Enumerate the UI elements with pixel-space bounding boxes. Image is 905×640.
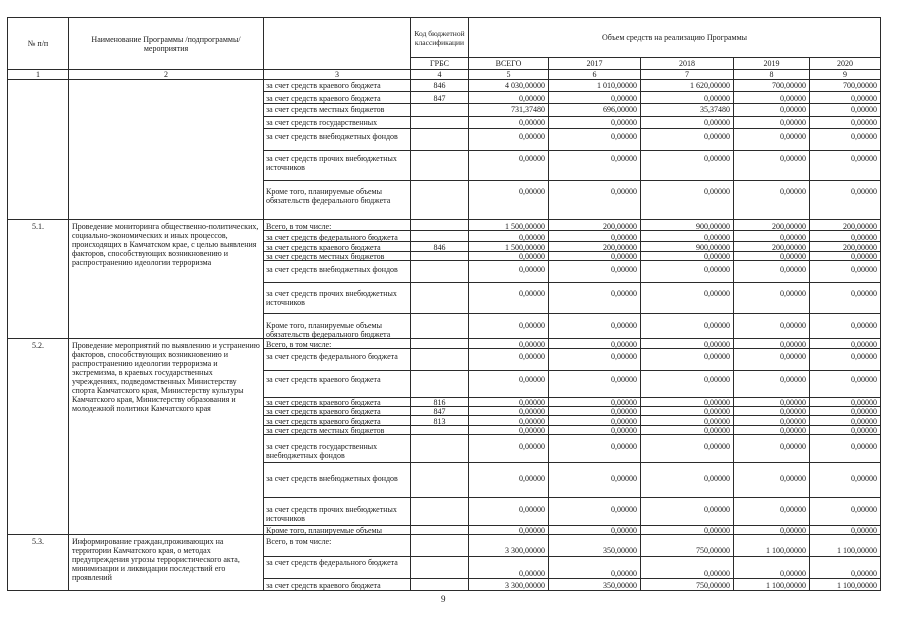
funding-source: за счет средств краевого бюджета <box>264 80 411 92</box>
amount-2020: 0,00000 <box>810 498 881 526</box>
amount-2018: 0,00000 <box>641 407 734 416</box>
amount-2018: 750,00000 <box>641 535 734 557</box>
funding-source: за счет средств местных бюджетов <box>264 252 411 261</box>
amount-2020: 0,00000 <box>810 104 881 117</box>
amount-2018: 0,00000 <box>641 371 734 398</box>
amount-2019: 0,00000 <box>734 416 810 426</box>
amount-2017: 0,00000 <box>549 498 641 526</box>
grbs-code <box>411 104 469 117</box>
amount-2018: 0,00000 <box>641 398 734 407</box>
grbs-code <box>411 579 469 591</box>
grbs-code <box>411 129 469 151</box>
grbs-code <box>411 557 469 579</box>
funding-source: Всего, в том числе: <box>264 535 411 557</box>
column-number: 1 <box>8 70 69 80</box>
amount-2020: 0,00000 <box>810 314 881 339</box>
amount-2017: 0,00000 <box>549 117 641 129</box>
amount-total: 0,00000 <box>469 498 549 526</box>
funding-source: Кроме того, планируемые объемы обязательств федерального бюджета <box>264 314 411 339</box>
amount-2018: 0,00000 <box>641 261 734 283</box>
amount-2020: 200,00000 <box>810 242 881 252</box>
amount-2018: 35,37480 <box>641 104 734 117</box>
amount-2017: 0,00000 <box>549 435 641 463</box>
header-year-2020: 2020 <box>810 58 881 70</box>
grbs-code <box>411 349 469 371</box>
grbs-code: 847 <box>411 92 469 104</box>
amount-2018: 0,00000 <box>641 463 734 498</box>
amount-total: 0,00000 <box>469 314 549 339</box>
amount-2017: 350,00000 <box>549 579 641 591</box>
amount-total: 0,00000 <box>469 416 549 426</box>
amount-2017: 200,00000 <box>549 242 641 252</box>
amount-2017: 1 010,00000 <box>549 80 641 92</box>
column-number: 5 <box>469 70 549 80</box>
header-year-2019: 2019 <box>734 58 810 70</box>
funding-source: за счет средств государственных внебюджетных фондов <box>264 435 411 463</box>
amount-2017: 0,00000 <box>549 407 641 416</box>
funding-source: Всего, в том числе: <box>264 220 411 231</box>
amount-2018: 0,00000 <box>641 252 734 261</box>
amount-2020: 0,00000 <box>810 181 881 220</box>
amount-total: 0,00000 <box>469 407 549 416</box>
funding-source: за счет средств прочих внебюджетных источников <box>264 498 411 526</box>
amount-2020: 0,00000 <box>810 283 881 314</box>
amount-2019: 200,00000 <box>734 242 810 252</box>
grbs-code <box>411 535 469 557</box>
header-number: № п/п <box>8 18 69 70</box>
amount-total: 0,00000 <box>469 92 549 104</box>
amount-total: 0,00000 <box>469 426 549 435</box>
amount-2020: 700,00000 <box>810 80 881 92</box>
funding-source: за счет средств краевого бюджета <box>264 579 411 591</box>
amount-2018: 0,00000 <box>641 92 734 104</box>
amount-2020: 0,00000 <box>810 416 881 426</box>
amount-2018: 0,00000 <box>641 435 734 463</box>
amount-2020: 0,00000 <box>810 557 881 579</box>
amount-2020: 0,00000 <box>810 92 881 104</box>
amount-2019: 1 100,00000 <box>734 535 810 557</box>
amount-total: 0,00000 <box>469 117 549 129</box>
amount-2018: 0,00000 <box>641 339 734 349</box>
amount-2019: 0,00000 <box>734 371 810 398</box>
amount-2019: 0,00000 <box>734 117 810 129</box>
amount-2019: 0,00000 <box>734 129 810 151</box>
amount-2019: 200,00000 <box>734 220 810 231</box>
header-name: Наименование Программы /подпрограммы/ мероприятия <box>69 18 264 70</box>
grbs-code <box>411 371 469 398</box>
amount-2017: 0,00000 <box>549 557 641 579</box>
amount-2020: 0,00000 <box>810 407 881 416</box>
amount-2017: 0,00000 <box>549 526 641 535</box>
amount-2018: 750,00000 <box>641 579 734 591</box>
amount-2019: 0,00000 <box>734 498 810 526</box>
amount-2019: 0,00000 <box>734 526 810 535</box>
funding-source: Кроме того, планируемые объемы обязательств федерального бюджета <box>264 181 411 220</box>
amount-2020: 0,00000 <box>810 371 881 398</box>
amount-2017: 0,00000 <box>549 339 641 349</box>
item-number <box>8 80 69 220</box>
grbs-code: 816 <box>411 398 469 407</box>
amount-2017: 0,00000 <box>549 231 641 242</box>
column-number: 4 <box>411 70 469 80</box>
amount-2019: 0,00000 <box>734 557 810 579</box>
amount-2018: 900,00000 <box>641 220 734 231</box>
funding-source: за счет средств краевого бюджета <box>264 242 411 252</box>
amount-total: 0,00000 <box>469 463 549 498</box>
amount-total: 0,00000 <box>469 283 549 314</box>
amount-2020: 0,00000 <box>810 252 881 261</box>
column-number: 6 <box>549 70 641 80</box>
amount-total: 0,00000 <box>469 151 549 181</box>
amount-2019: 0,00000 <box>734 181 810 220</box>
amount-2017: 0,00000 <box>549 261 641 283</box>
header-budget-code: Код бюджетной классификации <box>411 18 469 58</box>
funding-source: Кроме того, планируемые объемы <box>264 526 411 535</box>
grbs-code <box>411 314 469 339</box>
amount-2020: 0,00000 <box>810 129 881 151</box>
amount-2020: 0,00000 <box>810 426 881 435</box>
amount-total: 731,37480 <box>469 104 549 117</box>
header-source-blank <box>264 18 411 70</box>
amount-2018: 0,00000 <box>641 416 734 426</box>
column-number: 9 <box>810 70 881 80</box>
budget-table <box>7 17 881 591</box>
amount-2018: 0,00000 <box>641 526 734 535</box>
amount-2019: 0,00000 <box>734 92 810 104</box>
amount-2017: 0,00000 <box>549 181 641 220</box>
grbs-code <box>411 181 469 220</box>
grbs-code <box>411 252 469 261</box>
amount-total: 0,00000 <box>469 339 549 349</box>
header-total: ВСЕГО <box>469 58 549 70</box>
amount-2019: 0,00000 <box>734 283 810 314</box>
amount-2017: 0,00000 <box>549 252 641 261</box>
grbs-code <box>411 498 469 526</box>
amount-total: 3 300,00000 <box>469 579 549 591</box>
amount-2017: 0,00000 <box>549 283 641 314</box>
amount-2019: 0,00000 <box>734 252 810 261</box>
amount-2020: 1 100,00000 <box>810 579 881 591</box>
header-year-2018: 2018 <box>641 58 734 70</box>
amount-2019: 0,00000 <box>734 151 810 181</box>
item-title: Информирование граждан,проживающих на территории Камчатского края, о методах предупреждения угрозы террористического акта, минимизации и ликвидации последствий его проявлений <box>69 535 264 591</box>
grbs-code: 846 <box>411 242 469 252</box>
grbs-code <box>411 231 469 242</box>
amount-2019: 0,00000 <box>734 349 810 371</box>
amount-2017: 0,00000 <box>549 463 641 498</box>
amount-2020: 0,00000 <box>810 339 881 349</box>
grbs-code <box>411 339 469 349</box>
amount-2017: 696,00000 <box>549 104 641 117</box>
amount-2020: 0,00000 <box>810 231 881 242</box>
grbs-code <box>411 283 469 314</box>
amount-2020: 0,00000 <box>810 349 881 371</box>
amount-2019: 0,00000 <box>734 339 810 349</box>
funding-source: за счет средств местных бюджетов <box>264 104 411 117</box>
funding-source: за счет средств федерального бюджета <box>264 349 411 371</box>
header-funding-volume: Объем средств на реализацию Программы <box>469 18 881 58</box>
column-number: 8 <box>734 70 810 80</box>
amount-total: 0,00000 <box>469 261 549 283</box>
amount-2019: 0,00000 <box>734 426 810 435</box>
item-title: Проведение мероприятий по выявлению и устранению факторов, способствующих возникновению и распространению идеологии терроризма и экстремизма, в краевых государственных учреждениях, подведомственных Министерству спорта Камчатского края, Министерству культуры Камчатского края, Министерству образования и молодежной политики Камчатского края <box>69 339 264 535</box>
amount-2020: 200,00000 <box>810 220 881 231</box>
amount-2020: 0,00000 <box>810 117 881 129</box>
column-number: 2 <box>69 70 264 80</box>
amount-2017: 0,00000 <box>549 416 641 426</box>
amount-2019: 0,00000 <box>734 104 810 117</box>
amount-2019: 0,00000 <box>734 463 810 498</box>
amount-total: 4 030,00000 <box>469 80 549 92</box>
funding-source: за счет средств краевого бюджета <box>264 407 411 416</box>
funding-source: за счет средств краевого бюджета <box>264 398 411 407</box>
grbs-code <box>411 151 469 181</box>
amount-total: 0,00000 <box>469 231 549 242</box>
amount-2017: 0,00000 <box>549 314 641 339</box>
amount-2019: 0,00000 <box>734 261 810 283</box>
amount-total: 0,00000 <box>469 349 549 371</box>
column-number: 3 <box>264 70 411 80</box>
amount-2020: 0,00000 <box>810 398 881 407</box>
header-grbs: ГРБС <box>411 58 469 70</box>
amount-2019: 0,00000 <box>734 231 810 242</box>
amount-total: 3 300,00000 <box>469 535 549 557</box>
item-number: 5.2. <box>8 339 69 535</box>
amount-2018: 0,00000 <box>641 314 734 339</box>
item-number: 5.3. <box>8 535 69 591</box>
amount-2020: 0,00000 <box>810 435 881 463</box>
amount-2017: 0,00000 <box>549 398 641 407</box>
item-title: Проведение мониторинга общественно-политических, социально-экономических и иных процессов, происходящих в Камчатском крае, с целью выявления факторов, способствующих возникновению и распространению идеологии терроризма <box>69 220 264 339</box>
amount-total: 0,00000 <box>469 129 549 151</box>
amount-2020: 0,00000 <box>810 261 881 283</box>
header-year-2017: 2017 <box>549 58 641 70</box>
item-number: 5.1. <box>8 220 69 339</box>
amount-2017: 0,00000 <box>549 349 641 371</box>
amount-2019: 0,00000 <box>734 398 810 407</box>
amount-2018: 0,00000 <box>641 498 734 526</box>
grbs-code <box>411 117 469 129</box>
amount-2017: 350,00000 <box>549 535 641 557</box>
amount-2018: 0,00000 <box>641 129 734 151</box>
funding-source: за счет средств государственных <box>264 117 411 129</box>
amount-2017: 200,00000 <box>549 220 641 231</box>
funding-source: Всего, в том числе: <box>264 339 411 349</box>
funding-source: за счет средств внебюджетных фондов <box>264 129 411 151</box>
amount-2019: 1 100,00000 <box>734 579 810 591</box>
amount-2019: 0,00000 <box>734 435 810 463</box>
grbs-code <box>411 463 469 498</box>
column-number: 7 <box>641 70 734 80</box>
amount-total: 0,00000 <box>469 557 549 579</box>
funding-source: за счет средств внебюджетных фондов <box>264 261 411 283</box>
funding-source: за счет средств внебюджетных фондов <box>264 463 411 498</box>
amount-2018: 900,00000 <box>641 242 734 252</box>
amount-total: 1 500,00000 <box>469 220 549 231</box>
grbs-code <box>411 526 469 535</box>
amount-2020: 0,00000 <box>810 151 881 181</box>
amount-2018: 0,00000 <box>641 151 734 181</box>
amount-2017: 0,00000 <box>549 151 641 181</box>
amount-2018: 0,00000 <box>641 426 734 435</box>
amount-2018: 0,00000 <box>641 349 734 371</box>
amount-total: 0,00000 <box>469 398 549 407</box>
amount-total: 0,00000 <box>469 181 549 220</box>
funding-source: за счет средств федерального бюджета <box>264 557 411 579</box>
amount-total: 0,00000 <box>469 435 549 463</box>
amount-2017: 0,00000 <box>549 129 641 151</box>
funding-source: за счет средств краевого бюджета <box>264 371 411 398</box>
grbs-code <box>411 261 469 283</box>
amount-2019: 0,00000 <box>734 407 810 416</box>
amount-2019: 0,00000 <box>734 314 810 339</box>
amount-2018: 1 620,00000 <box>641 80 734 92</box>
grbs-code <box>411 426 469 435</box>
grbs-code: 846 <box>411 80 469 92</box>
amount-total: 0,00000 <box>469 526 549 535</box>
page-number: 9 <box>441 594 446 604</box>
funding-source: за счет средств федерального бюджета <box>264 231 411 242</box>
grbs-code <box>411 220 469 231</box>
funding-source: за счет средств прочих внебюджетных источников <box>264 283 411 314</box>
amount-2018: 0,00000 <box>641 117 734 129</box>
amount-2018: 0,00000 <box>641 283 734 314</box>
amount-2018: 0,00000 <box>641 231 734 242</box>
grbs-code: 847 <box>411 407 469 416</box>
amount-2017: 0,00000 <box>549 371 641 398</box>
amount-2017: 0,00000 <box>549 426 641 435</box>
funding-source: за счет средств краевого бюджета <box>264 416 411 426</box>
grbs-code: 813 <box>411 416 469 426</box>
amount-total: 1 500,00000 <box>469 242 549 252</box>
amount-total: 0,00000 <box>469 371 549 398</box>
amount-2018: 0,00000 <box>641 181 734 220</box>
amount-total: 0,00000 <box>469 252 549 261</box>
amount-2018: 0,00000 <box>641 557 734 579</box>
amount-2020: 0,00000 <box>810 463 881 498</box>
amount-2020: 1 100,00000 <box>810 535 881 557</box>
funding-source: за счет средств местных бюджетов <box>264 426 411 435</box>
amount-2017: 0,00000 <box>549 92 641 104</box>
funding-source: за счет средств прочих внебюджетных источников <box>264 151 411 181</box>
amount-2019: 700,00000 <box>734 80 810 92</box>
grbs-code <box>411 435 469 463</box>
amount-2020: 0,00000 <box>810 526 881 535</box>
funding-source: за счет средств краевого бюджета <box>264 92 411 104</box>
item-title <box>69 80 264 220</box>
